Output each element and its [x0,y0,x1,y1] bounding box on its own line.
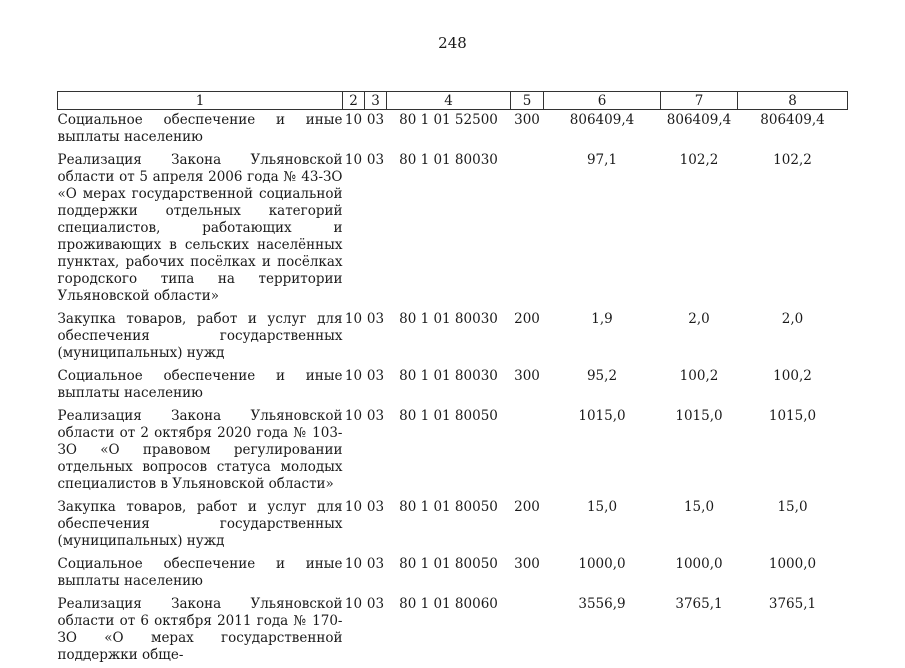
header-row [58,92,848,110]
header-col-8: 8 [738,92,848,110]
cell-amount-col8: 102,2 [773,152,812,168]
cell-target-article: 80 1 01 52500 [399,112,498,128]
cell-amount-col6: 1015,0 [578,408,626,424]
cell-target-article: 80 1 01 80030 [399,368,498,384]
cell-amount-col7: 1015,0 [675,408,723,424]
cell-amount-col8: 100,2 [773,368,812,384]
row-name: Социальное обеспечение и иные выплаты населению [57,112,343,145]
cell-target-article: 80 1 01 80030 [399,152,498,168]
cell-subsection: 03 [366,596,385,612]
cell-section: 10 [344,311,363,327]
header-col-1: 1 [58,92,343,110]
cell-amount-col8: 1015,0 [768,408,817,424]
cell-target-article: 80 1 01 80050 [399,499,498,515]
table-row [58,150,848,309]
cell-amount-col8: 15,0 [777,499,808,515]
table-row [58,497,848,554]
cell-expense-type [511,150,544,309]
cell-amount-col6: 3556,9 [578,596,626,612]
cell-amount-col6: 15,0 [586,499,618,515]
cell-amount-col8: 1000,0 [768,556,817,572]
budget-table [57,91,848,668]
table-row [58,110,848,151]
cell-amount-col6: 97,1 [586,152,618,168]
row-name: Социальное обеспечение и иные выплаты населению [57,368,343,401]
cell-amount-col7: 1000,0 [675,556,723,572]
cell-amount-col7: 806409,4 [666,112,732,128]
cell-subsection: 03 [366,368,385,384]
cell-expense-type: 300 [514,556,540,572]
cell-target-article: 80 1 01 80030 [399,311,498,327]
cell-amount-col8: 3765,1 [768,596,817,612]
cell-section: 10 [344,112,363,128]
row-name: Закупка товаров, работ и услуг для обеспечения государственных (муниципальных) нужд [57,499,343,549]
cell-amount-col7: 3765,1 [675,596,723,612]
cell-section: 10 [344,556,363,572]
cell-amount-col6: 1000,0 [578,556,626,572]
cell-expense-type: 300 [514,368,540,384]
cell-section: 10 [344,368,363,384]
cell-subsection: 03 [366,408,385,424]
cell-expense-type: 200 [514,499,540,515]
cell-section: 10 [344,152,363,168]
cell-expense-type [511,594,544,668]
table-row [58,309,848,366]
cell-section: 10 [344,408,363,424]
row-name: Реализация Закона Ульяновской области от 2 октября 2020 года № 103-ЗО «О правовом регулировании отдельных вопросов статуса молодых специалистов в Ульяновской области» [57,408,343,492]
cell-amount-col6: 1,9 [591,311,613,327]
cell-amount-col7: 102,2 [679,152,719,168]
row-name: Реализация Закона Ульяновской области от 5 апреля 2006 года № 43-ЗО «О мерах государственной социальной поддержки отдельных категорий специалистов, работающих и проживающих в сельских населённых пунктах, рабочих посёлках и посёлках городского типа на территории Ульяновской области» [57,152,343,304]
table-row [58,554,848,594]
cell-expense-type: 300 [514,112,540,128]
cell-expense-type [511,406,544,497]
table-row [58,594,848,668]
cell-subsection: 03 [366,311,385,327]
cell-amount-col8: 806409,4 [760,112,825,128]
cell-amount-col7: 100,2 [679,368,719,384]
header-col-6: 6 [544,92,661,110]
cell-subsection: 03 [366,499,385,515]
header-col-3: 3 [365,92,387,110]
page-number: 248 [438,34,467,52]
cell-target-article: 80 1 01 80050 [399,408,498,424]
table-row [58,406,848,497]
cell-subsection: 03 [366,112,385,128]
cell-amount-col7: 2,0 [688,311,710,327]
header-col-4: 4 [387,92,511,110]
cell-subsection: 03 [366,556,385,572]
header-col-5: 5 [511,92,544,110]
cell-amount-col6: 806409,4 [569,112,635,128]
cell-target-article: 80 1 01 80050 [399,556,498,572]
cell-amount-col7: 15,0 [683,499,715,515]
cell-amount-col8: 2,0 [781,311,804,327]
cell-target-article: 80 1 01 80060 [399,596,498,612]
cell-section: 10 [344,596,363,612]
cell-subsection: 03 [366,152,385,168]
row-name: Реализация Закона Ульяновской области от 6 октября 2011 года № 170-ЗО «О мерах государственной поддержки обще- [57,596,343,663]
cell-amount-col6: 95,2 [586,368,618,384]
header-col-2: 2 [343,92,365,110]
table-row [58,366,848,406]
cell-section: 10 [344,499,363,515]
header-col-7: 7 [661,92,738,110]
row-name: Социальное обеспечение и иные выплаты населению [57,556,343,589]
cell-expense-type: 200 [514,311,540,327]
row-name: Закупка товаров, работ и услуг для обеспечения государственных (муниципальных) нужд [57,311,343,361]
